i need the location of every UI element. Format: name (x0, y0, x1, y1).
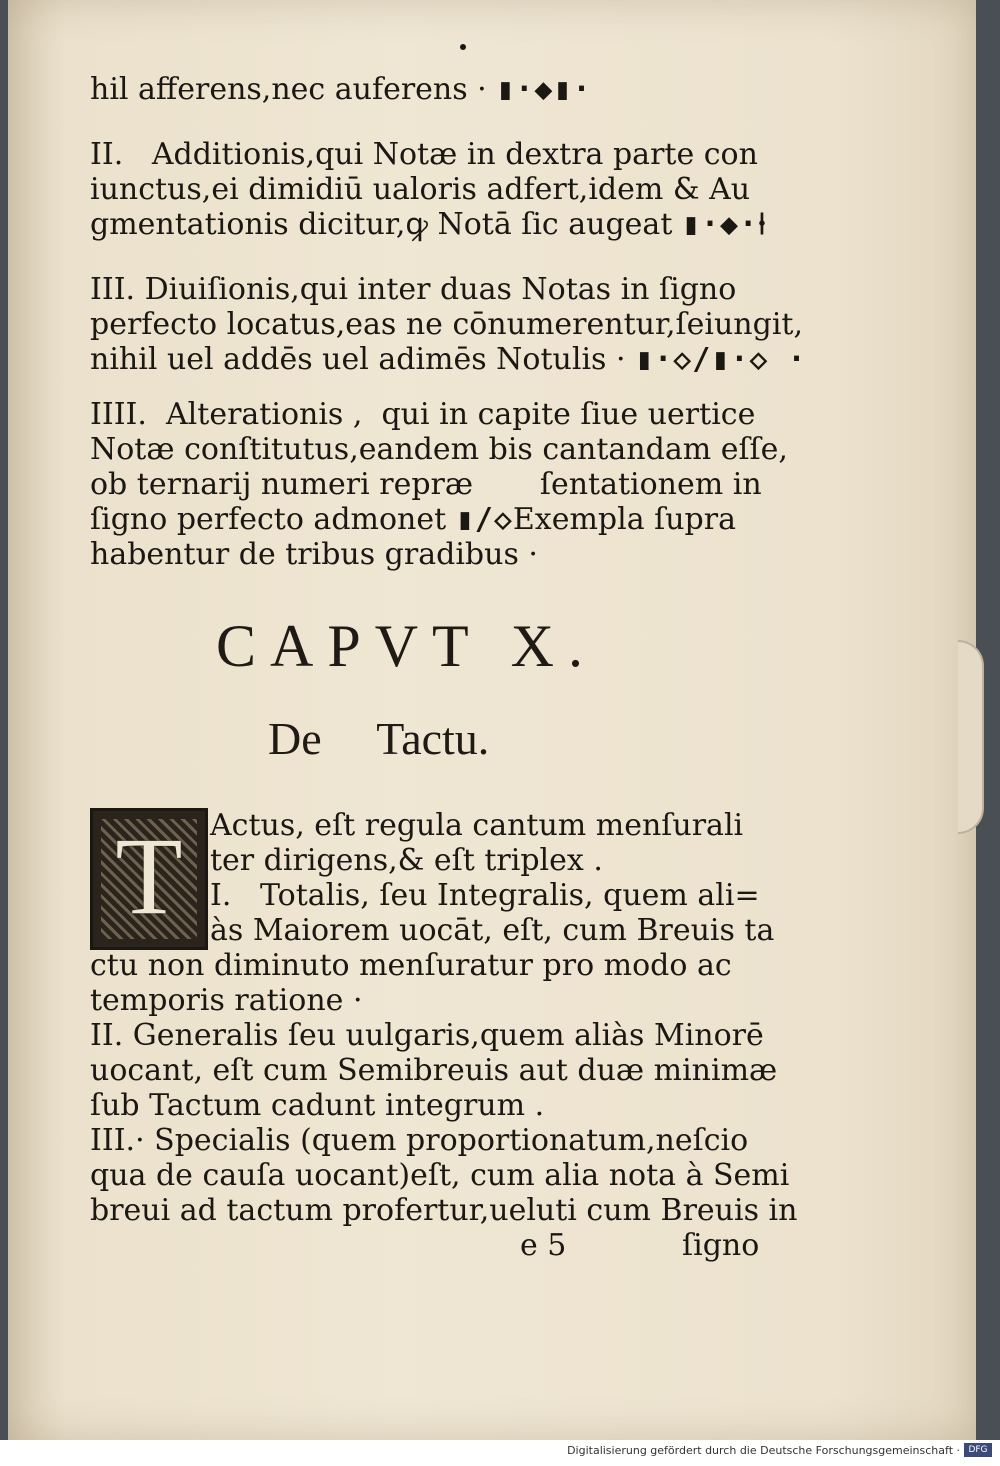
chapter-title: CAPVT X. (216, 613, 597, 679)
ink-dot (460, 44, 466, 50)
top-text-block (90, 72, 807, 582)
note-glyph: ▮/◇ (455, 502, 513, 537)
text-line: uocant, eſt cum Semibreuis aut duæ minimæ (90, 1053, 778, 1088)
text-line: habentur de tribus gradibus · (90, 537, 538, 572)
text-line: ſub Tactum cadunt integrum . (90, 1088, 545, 1123)
text-line: II. Additionis,qui Notæ in dextra parte con (90, 137, 758, 172)
text-line: I. Totalis, ſeu Integralis, quem ali= (210, 878, 760, 913)
catchword: ſigno (682, 1228, 760, 1263)
text-line: IIII. Alterationis , qui in capite ſiue uertice (90, 397, 756, 432)
bottom-text-block (90, 808, 798, 1278)
chapter-subtitle: De Tactu. (268, 713, 490, 764)
dfg-logo: DFG (964, 1443, 992, 1457)
text-line: II. Generalis ſeu uulgaris,quem aliàs Minorē (90, 1018, 764, 1053)
text-line: iunctus,ei dimidiū ualoris adfert,idem & Au (90, 172, 751, 207)
text-line: ſigno perfecto admonet ▮/◇Exempla ſupra (90, 502, 736, 537)
text-line: breui ad tactum profertur,ueluti cum Breuis in (90, 1193, 798, 1228)
text-line: nihil uel addēs uel adimēs Notulis · ▮·◇/▮·◇ · (90, 342, 807, 377)
text-line: às Maiorem uocāt, eſt, cum Breuis ta (210, 913, 775, 948)
text-line: ctu non diminuto menſuratur pro modo ac (90, 948, 732, 983)
initial-letter: T (115, 815, 183, 937)
text-line: Actus, eſt regula cantum menſurali (210, 808, 744, 843)
note-glyph: ▮·◇/▮·◇ · (635, 342, 807, 377)
text-line: hil afferens,nec auferens · ▮·◆▮· (90, 72, 592, 107)
text-line: ob ternarij numeri repræ ſentationem in (90, 467, 762, 502)
signature-mark: e 5 (520, 1228, 567, 1263)
note-glyph: ▮·◆▮· (496, 72, 592, 107)
text-line: gmentationis dicitur,ꝙ Notā ſic augeat ▮·◆·⍿ (90, 207, 767, 242)
text-line: III.· Specialis (quem proportionatum,neſcio (90, 1123, 749, 1158)
text-line: ter dirigens,& eſt triplex . (210, 843, 603, 878)
note-glyph: ▮·◆·⍿ (681, 207, 767, 242)
funding-credit: Digitalisierung gefördert durch die Deutsche Forschungsgemeinschaft · (567, 1444, 960, 1457)
text-line: III. Diuiſionis,qui inter duas Notas in ſigno (90, 272, 737, 307)
text-line: Notæ conſtitutus,eandem bis cantandam eſſe, (90, 432, 788, 467)
text-line: temporis ratione · (90, 983, 363, 1018)
text-line: perfecto locatus,eas ne cōnumerentur,ſeiungit, (90, 307, 804, 342)
page-tab-edge (958, 640, 984, 834)
text-line: qua de cauſa uocant)eſt, cum alia nota à Semi (90, 1158, 790, 1193)
